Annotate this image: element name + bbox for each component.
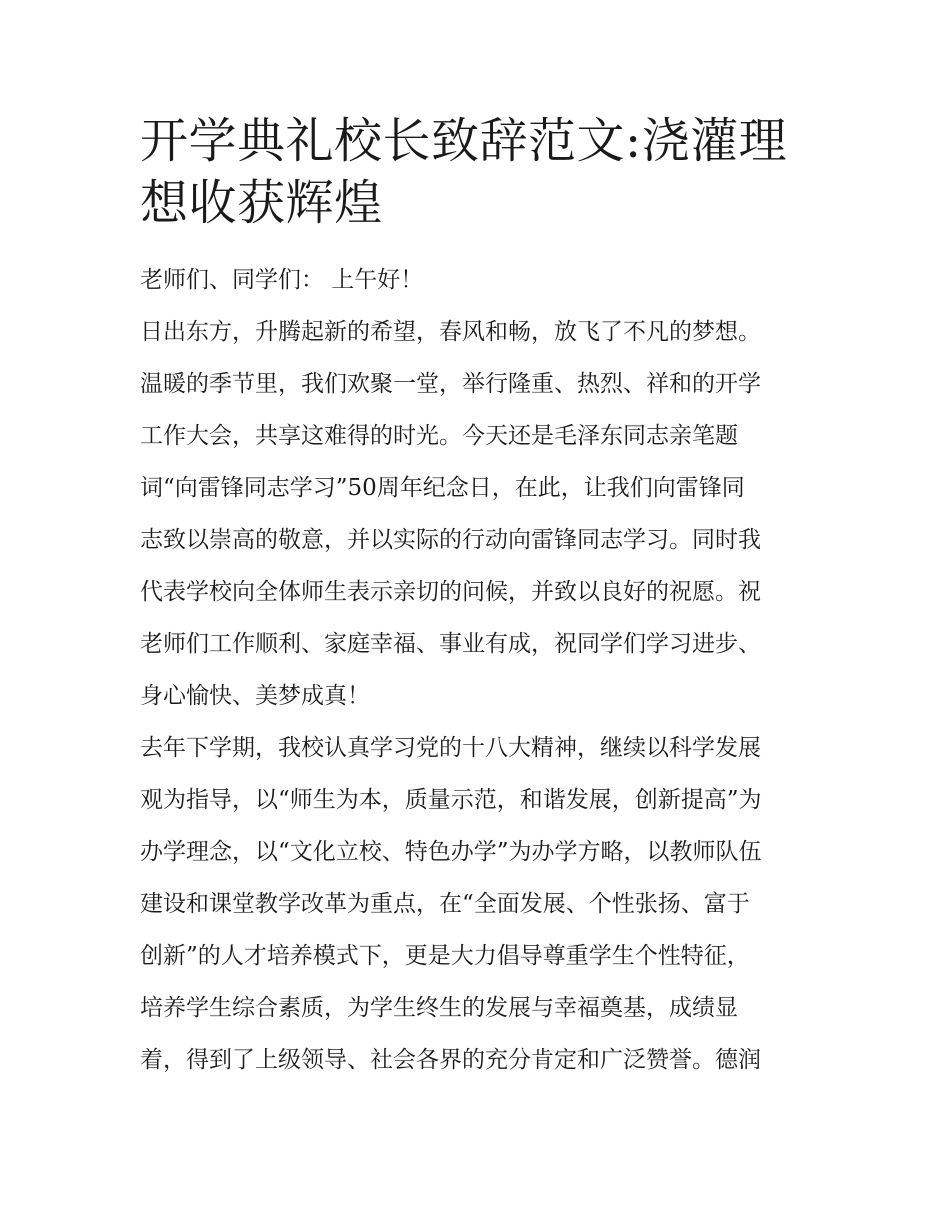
document-title: 开学典礼校长致辞范文:浇灌理想收获辉煌	[140, 113, 788, 231]
paragraph-line: 建设和课堂教学改革为重点，在“全面发展、个性张扬、富于	[140, 891, 750, 917]
paragraph-2	[140, 722, 812, 1086]
paragraph-line: 创新”的人才培养模式下，更是大力倡导尊重学生个性特征，	[140, 943, 750, 969]
paragraph-line: 培养学生综合素质，为学生终生的发展与幸福奠基，成绩显	[140, 995, 738, 1021]
paragraph-line: 志致以崇高的敬意，并以实际的行动向雷锋同志学习。同时我	[140, 527, 761, 553]
greeting-line: 老师们、同学们： 上午好！	[140, 267, 424, 293]
paragraph-1	[140, 306, 812, 722]
paragraph-line: 办学理念，以“文化立校、特色办学”为办学方略，以教师队伍	[140, 839, 762, 865]
paragraph-line: 日出东方，升腾起新的希望，春风和畅，放飞了不凡的梦想。	[140, 319, 761, 345]
paragraph-line: 着，得到了上级领导、社会各界的充分肯定和广泛赞誉。德润	[140, 1047, 761, 1073]
document-page	[140, 110, 812, 1086]
paragraph-line: 身心愉快、美梦成真！	[140, 683, 370, 709]
paragraph-line: 词“向雷锋同志学习”50周年纪念日，在此，让我们向雷锋同	[140, 475, 745, 501]
paragraph-line: 观为指导，以“师生为本，质量示范，和谐发展，创新提高”为	[140, 787, 762, 813]
paragraph-line: 工作大会，共享这难得的时光。今天还是毛泽东同志亲笔题	[140, 423, 738, 449]
paragraph-line: 温暖的季节里，我们欢聚一堂，举行隆重、热烈、祥和的开学	[140, 371, 761, 397]
paragraph-line: 代表学校向全体师生表示亲切的问候，并致以良好的祝愿。祝	[140, 579, 761, 605]
paragraph-line: 去年下学期，我校认真学习党的十八大精神，继续以科学发展	[140, 735, 761, 761]
paragraph-line: 老师们工作顺利、家庭幸福、事业有成，祝同学们学习进步、	[140, 631, 761, 657]
